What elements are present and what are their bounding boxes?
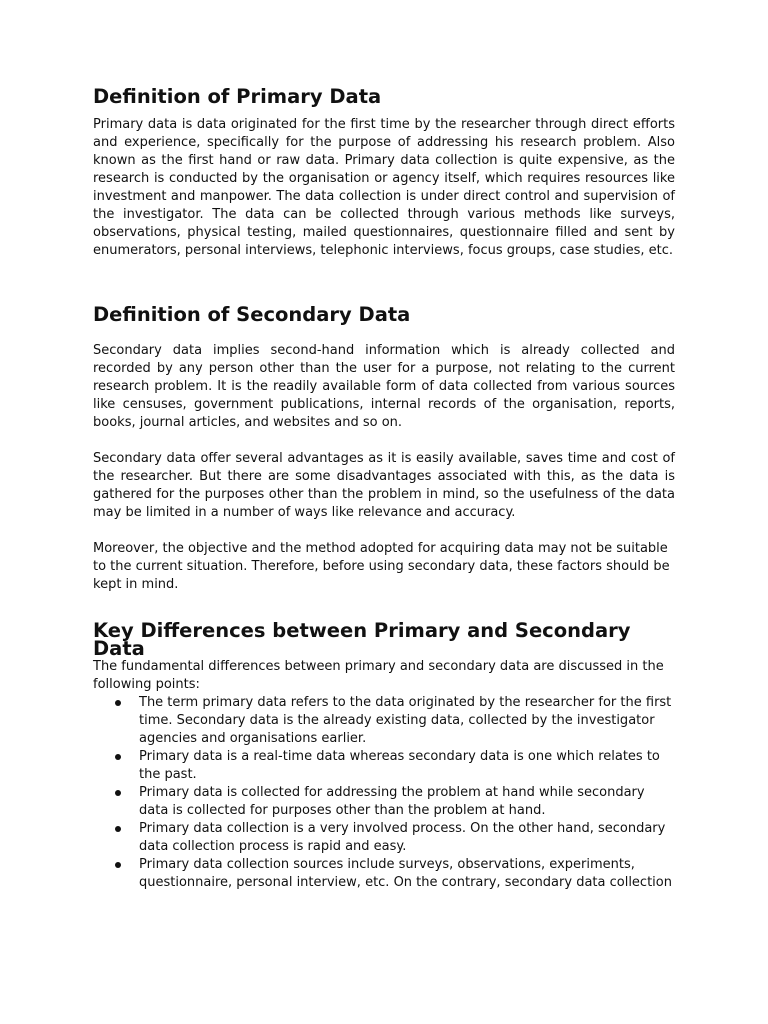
- key-differences-list: [93, 694, 675, 892]
- secondary-data-paragraph-2: Secondary data offer several advantages as it is easily available, saves time and cost of the researcher. But there are some disadvantages associated with this, as the data is gathered for the purposes other than the problem in mind, so the usefulness of the data may be limited in a number of ways like relevance and accuracy.: [93, 451, 675, 520]
- list-item: [93, 694, 675, 748]
- bullet-icon: [115, 826, 121, 832]
- list-item: [93, 748, 675, 784]
- document-body: [93, 85, 675, 892]
- bullet-icon: [115, 700, 121, 706]
- key-differences-heading: Key Differences between Primary and Secondary Data: [93, 619, 631, 660]
- bullet-icon: [115, 754, 121, 760]
- list-item: [93, 820, 675, 856]
- secondary-data-paragraph-3: Moreover, the objective and the method adopted for acquiring data may not be suitable to the current situation. Therefore, before using secondary data, these factors should be kept in mind.: [93, 541, 670, 592]
- key-differences-intro: The fundamental differences between primary and secondary data are discussed in the following points:: [93, 659, 664, 692]
- list-item-text: Primary data collection is a very involved process. On the other hand, secondary data collection process is rapid and easy.: [139, 821, 666, 854]
- list-item-text: The term primary data refers to the data originated by the researcher for the first time. Secondary data is the already existing data, collected by the investigator agencies and organisations earlier.: [139, 695, 672, 746]
- bullet-icon: [115, 862, 121, 868]
- secondary-data-heading: Definition of Secondary Data: [93, 303, 411, 326]
- list-item-text: Primary data is a real-time data whereas secondary data is one which relates to the past.: [139, 749, 660, 782]
- bullet-icon: [115, 790, 121, 796]
- primary-data-heading: Definition of Primary Data: [93, 85, 382, 108]
- list-item: [93, 856, 675, 892]
- list-item: [93, 784, 675, 820]
- secondary-data-paragraph-1: Secondary data implies second-hand information which is already collected and recorded by any person other than the user for a purpose, not relating to the current research problem. It is the readily available form of data collected from various sources like censuses, government publications, internal records of the organisation, reports, books, journal articles, and websites and so on.: [93, 343, 675, 430]
- primary-data-paragraph: Primary data is data originated for the first time by the researcher through direct efforts and experience, specifically for the purpose of addressing his research problem. Also known as the first hand or raw data. Primary data collection is quite expensive, as the research is conducted by the organisation or agency itself, which requires resources like investment and manpower. The data collection is under direct control and supervision of the investigator. The data can be collected through various methods like surveys, observations, physical testing, mailed questionnaires, questionnaire filled and sent by enumerators, personal interviews, telephonic interviews, focus groups, case studies, etc.: [93, 117, 675, 258]
- list-item-text: Primary data is collected for addressing the problem at hand while secondary data is collected for purposes other than the problem at hand.: [139, 785, 645, 818]
- list-item-text: Primary data collection sources include surveys, observations, experiments, questionnaire, personal interview, etc. On the contrary, secondary data collection: [139, 857, 672, 890]
